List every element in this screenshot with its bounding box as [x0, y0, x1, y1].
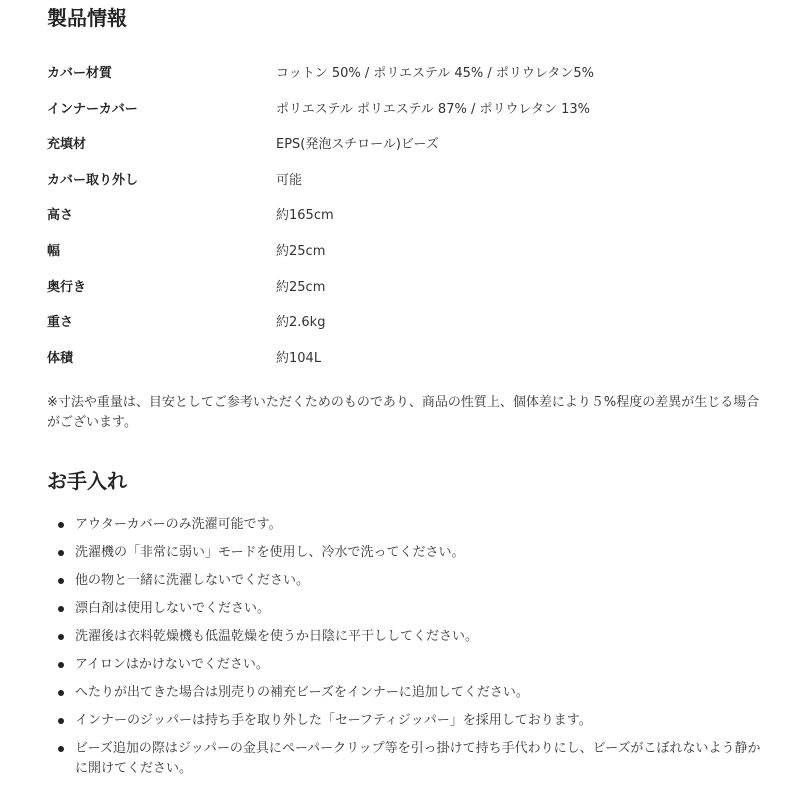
spec-label: 幅: [47, 243, 61, 259]
list-item: [47, 655, 772, 675]
product-info-title: 製品情報: [47, 6, 127, 30]
bullet-icon: [58, 634, 64, 640]
bullet-icon: [58, 606, 64, 612]
care-item-text: 他の物と一緒に洗濯しないでください。: [75, 573, 310, 588]
spec-label: 充填材: [47, 137, 87, 153]
care-item-text: 洗濯機の「非常に弱い」モードを使用し、冷水で洗ってください。: [75, 545, 465, 560]
care-item-text: アウターカバーのみ洗濯可能です。: [75, 517, 282, 532]
spec-row-filling: [47, 127, 767, 163]
care-item-text: インナーのジッパーは持ち手を取り外した「セーフティジッパー」を採用しております。: [75, 713, 592, 728]
care-item-text: へたりが出てきた場合は別売りの補充ビーズをインナーに追加してください。: [75, 685, 529, 700]
spec-label: 奥行き: [47, 279, 87, 295]
spec-value: 可能: [276, 172, 303, 188]
spec-value: コットン 50% / ポリエステル 45% / ポリウレタン5%: [276, 66, 595, 81]
spec-label: 体積: [47, 350, 74, 366]
spec-value: 約25cm: [276, 243, 326, 259]
spec-value: 約2.6kg: [276, 315, 326, 331]
list-item: [47, 683, 772, 703]
bullet-icon: [58, 746, 64, 752]
spec-value: 約104L: [276, 350, 322, 366]
care-item-text: 漂白剤は使用しないでください。: [75, 601, 271, 616]
care-list: [47, 515, 772, 787]
spec-row-weight: [47, 305, 767, 341]
spec-table: [47, 56, 767, 376]
spec-label: 重さ: [47, 315, 74, 331]
list-item: [47, 739, 772, 779]
spec-row-depth: [47, 270, 767, 306]
spec-row-height: [47, 198, 767, 234]
spec-row-width: [47, 234, 767, 270]
bullet-icon: [58, 690, 64, 696]
spec-value: 約25cm: [276, 279, 326, 295]
list-item: [47, 599, 772, 619]
care-item-text: ビーズ追加の際はジッパーの金具にペーパークリップ等を引っ掛けて持ち手代わりにし、ビーズがこぼれないよう静かに開けてください。: [75, 741, 761, 776]
bullet-icon: [58, 522, 64, 528]
spec-label: カバー材質: [47, 66, 113, 81]
care-item-text: アイロンはかけないでください。: [75, 657, 269, 672]
bullet-icon: [58, 550, 64, 556]
list-item: [47, 627, 772, 647]
spec-label: カバー取り外し: [47, 172, 139, 188]
spec-row-cover-material: [47, 56, 767, 92]
bullet-icon: [58, 662, 64, 668]
spec-value: 約165cm: [276, 208, 334, 224]
spec-row-cover-removal: [47, 163, 767, 199]
spec-label: インナーカバー: [47, 101, 138, 117]
list-item: [47, 571, 772, 591]
spec-value: ポリエステル ポリエステル 87% / ポリウレタン 13%: [276, 101, 590, 117]
list-item: [47, 543, 772, 563]
care-title: お手入れ: [47, 469, 127, 493]
spec-row-inner-cover: [47, 92, 767, 128]
spec-label: 高さ: [47, 208, 74, 224]
dimension-note: ※寸法や重量は、目安としてご参考いただくためのものであり、商品の性質上、個体差により５%程度の差異が生じる場合がございます。: [47, 395, 760, 430]
spec-row-volume: [47, 341, 767, 377]
bullet-icon: [58, 718, 64, 724]
care-item-text: 洗濯後は衣料乾燥機も低温乾燥を使うか日陰に平干ししてください。: [75, 629, 479, 644]
spec-value: EPS(発泡スチロール)ビーズ: [276, 137, 439, 153]
bullet-icon: [58, 578, 64, 584]
list-item: [47, 515, 772, 535]
list-item: [47, 711, 772, 731]
